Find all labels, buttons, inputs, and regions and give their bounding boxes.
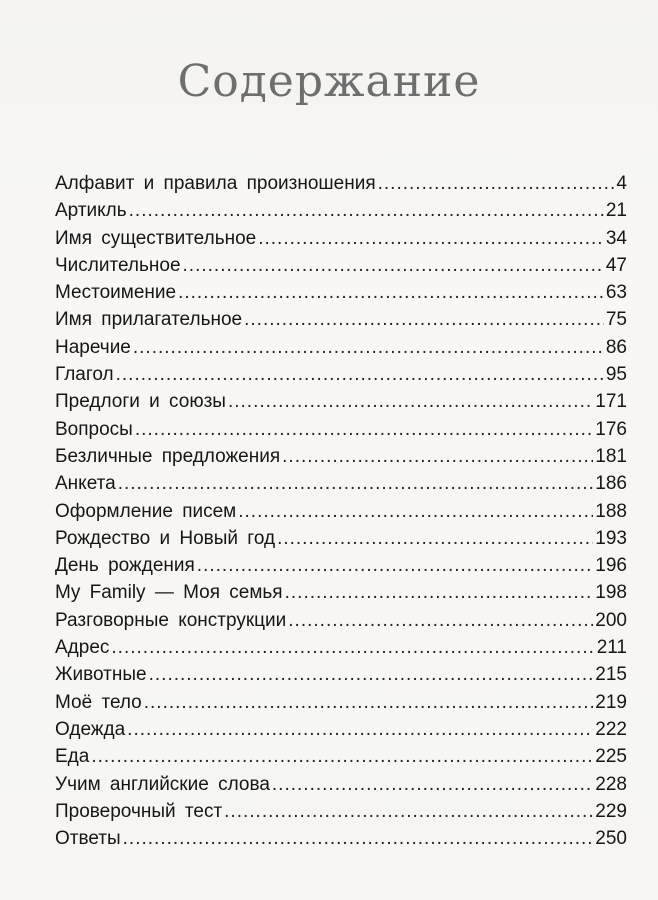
toc-entry-page-number: 47 — [605, 254, 627, 276]
toc-entry-page-number: 225 — [595, 746, 627, 768]
toc-entry-page-number: 228 — [595, 773, 627, 795]
toc-entry-page-number: 196 — [595, 555, 627, 577]
toc-entry-title: Учим английские слова — [55, 773, 270, 795]
dot-leader — [272, 771, 593, 798]
dot-leader — [144, 689, 594, 716]
toc-entry — [55, 443, 627, 470]
toc-entry-title: Еда — [55, 746, 90, 768]
toc-entry — [55, 689, 627, 716]
table-of-contents — [55, 170, 627, 852]
toc-entry — [55, 716, 627, 743]
toc-entry — [55, 661, 627, 688]
toc-entry — [55, 252, 627, 279]
toc-entry-page-number: 86 — [605, 336, 627, 358]
toc-entry-title: Рождество и Новый год — [55, 527, 276, 549]
toc-entry-page-number: 176 — [595, 418, 627, 440]
toc-entry-page-number: 222 — [595, 718, 627, 740]
toc-entry-page-number: 188 — [595, 500, 627, 522]
toc-entry-title: Имя существительное — [55, 227, 257, 249]
dot-leader — [197, 552, 594, 579]
toc-entry-page-number: 219 — [595, 691, 627, 713]
toc-entry-page-number: 21 — [605, 200, 627, 222]
toc-entry-page-number: 186 — [595, 473, 627, 495]
toc-entry — [55, 197, 627, 224]
toc-entry-title: Разговорные конструкции — [55, 609, 287, 631]
toc-entry — [55, 416, 627, 443]
dot-leader — [224, 798, 593, 825]
page-title: Содержание — [177, 56, 481, 107]
toc-entry — [55, 225, 627, 252]
toc-entry-page-number: 198 — [595, 582, 627, 604]
toc-entry-title: Наречие — [55, 336, 131, 358]
toc-entry — [55, 552, 627, 579]
toc-entry-title: Вопросы — [55, 418, 133, 440]
dot-leader — [123, 825, 594, 852]
toc-entry-page-number: 193 — [595, 527, 627, 549]
dot-leader — [228, 388, 593, 415]
toc-entry-title: Алфавит и правила произношения — [55, 173, 376, 194]
dot-leader — [183, 252, 604, 279]
toc-entry-title: Имя прилагательное — [55, 309, 243, 331]
dot-leader — [111, 634, 594, 661]
dot-leader — [133, 334, 604, 361]
toc-entry-page-number: 215 — [595, 664, 627, 686]
toc-entry-title: Оформление писем — [55, 500, 237, 522]
toc-entry — [55, 634, 627, 661]
toc-entry — [55, 470, 627, 497]
toc-entry — [55, 743, 627, 770]
toc-entry-title: Одежда — [55, 718, 126, 740]
dot-leader — [116, 361, 604, 388]
dot-leader — [118, 470, 594, 497]
toc-entry-page-number: 171 — [595, 391, 627, 413]
toc-entry — [55, 525, 627, 552]
dot-leader — [129, 197, 604, 224]
toc-entry-title: Местоимение — [55, 282, 177, 304]
toc-entry — [55, 607, 627, 634]
toc-entry — [55, 388, 627, 415]
toc-entry-page-number: 229 — [595, 800, 627, 822]
toc-entry — [55, 279, 627, 306]
toc-entry-title: Артикль — [55, 200, 127, 222]
toc-entry — [55, 579, 627, 606]
dot-leader — [285, 579, 594, 606]
toc-entry-title: Числительное — [55, 254, 181, 276]
dot-leader — [258, 225, 604, 252]
toc-entry-page-number: 4 — [616, 173, 627, 194]
dot-leader — [238, 498, 593, 525]
dot-leader — [91, 743, 593, 770]
dot-leader — [149, 661, 594, 688]
dot-leader — [127, 716, 593, 743]
dot-leader — [244, 306, 604, 333]
toc-entry-title: Глагол — [55, 364, 114, 386]
toc-entry — [55, 334, 627, 361]
toc-entry — [55, 170, 627, 197]
toc-entry — [55, 306, 627, 333]
toc-entry — [55, 825, 627, 852]
toc-entry-title: Ответы — [55, 828, 121, 850]
toc-entry-page-number: 75 — [605, 309, 627, 331]
toc-entry-page-number: 211 — [596, 637, 627, 659]
toc-entry-title: Адрес — [55, 637, 110, 659]
toc-entry-title: Моё тело — [55, 691, 142, 713]
toc-entry-page-number: 200 — [595, 609, 627, 631]
toc-entry — [55, 498, 627, 525]
toc-entry — [55, 361, 627, 388]
dot-leader — [282, 443, 593, 470]
toc-entry-title: День рождения — [55, 555, 195, 577]
toc-entry-page-number: 95 — [605, 364, 627, 386]
toc-entry-title: My Family — Моя семья — [55, 582, 283, 604]
toc-entry-title: Анкета — [55, 473, 116, 495]
dot-leader — [378, 170, 615, 197]
dot-leader — [135, 416, 593, 443]
toc-entry-title: Безличные предложения — [55, 445, 281, 467]
toc-entry-page-number: 181 — [595, 445, 627, 467]
toc-entry-page-number: 250 — [595, 828, 627, 850]
toc-entry-title: Животные — [55, 664, 147, 686]
dot-leader — [288, 607, 593, 634]
toc-entry-page-number: 34 — [605, 227, 627, 249]
toc-entry-title: Предлоги и союзы — [55, 391, 226, 413]
toc-entry — [55, 798, 627, 825]
dot-leader — [178, 279, 604, 306]
dot-leader — [277, 525, 593, 552]
toc-entry-page-number: 63 — [605, 282, 627, 304]
toc-entry — [55, 771, 627, 798]
toc-entry-title: Проверочный тест — [55, 800, 223, 822]
